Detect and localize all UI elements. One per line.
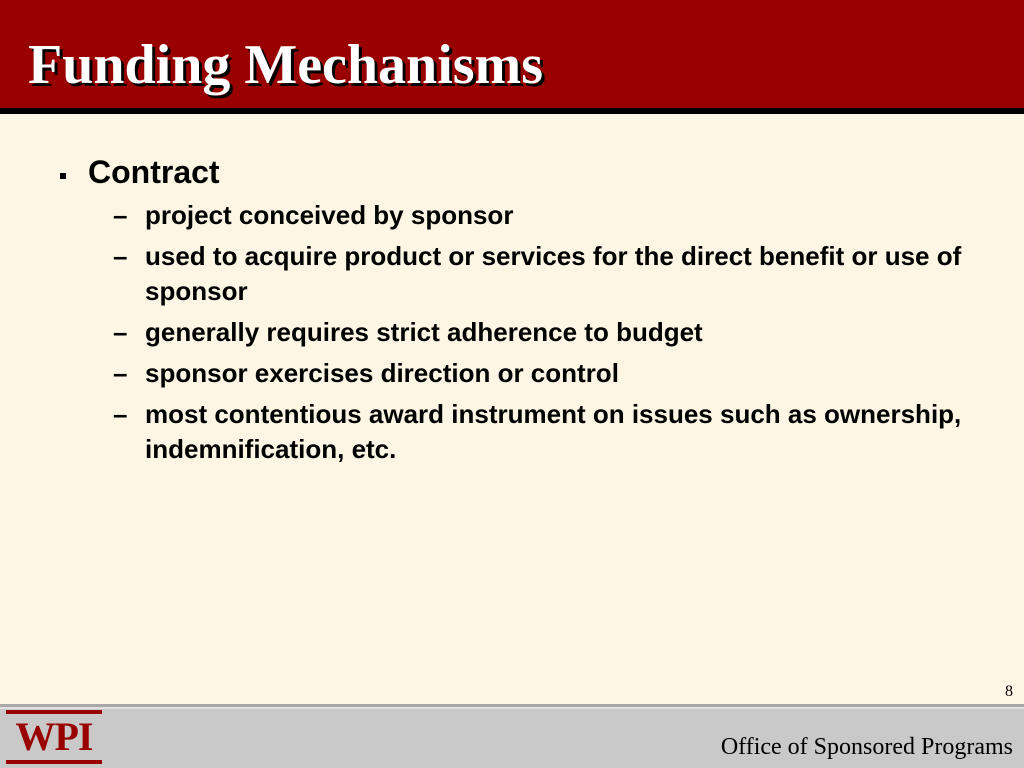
sub-bullet-list [0, 198, 1024, 473]
sub-bullet-item [0, 198, 1024, 233]
sub-bullet-item [0, 315, 1024, 350]
dash-bullet-icon: – [113, 399, 128, 429]
sub-bullet-item [0, 356, 1024, 391]
dash-bullet-icon: – [113, 317, 128, 347]
dash-bullet-icon: – [113, 241, 128, 271]
square-bullet-icon [60, 173, 66, 179]
sub-bullet-text: used to acquire product or services for the direct benefit or use of sponsor [145, 241, 962, 306]
dash-bullet-icon: – [113, 200, 128, 230]
slide-title: Funding Mechanisms [28, 34, 543, 96]
title-divider [0, 108, 1024, 114]
logo-rule-bottom [6, 760, 102, 764]
dash-bullet-icon: – [113, 358, 128, 388]
wpi-logo [6, 710, 102, 764]
sub-bullet-item [0, 239, 1024, 309]
bullet-heading: Contract [88, 154, 220, 190]
sub-bullet-text: most contentious award instrument on issues such as ownership, indemnification, etc. [145, 399, 962, 464]
footer-bar [0, 704, 1024, 768]
sub-bullet-item [0, 397, 1024, 467]
footer-office-label: Office of Sponsored Programs [720, 734, 1013, 760]
page-number: 8 [1005, 683, 1013, 700]
sub-bullet-text: generally requires strict adherence to budget [145, 317, 703, 347]
logo-text: WPI [15, 714, 93, 759]
sub-bullet-text: sponsor exercises direction or control [145, 358, 619, 388]
title-bar [0, 0, 1024, 108]
footer-highlight [0, 707, 1024, 709]
sub-bullet-text: project conceived by sponsor [145, 200, 514, 230]
